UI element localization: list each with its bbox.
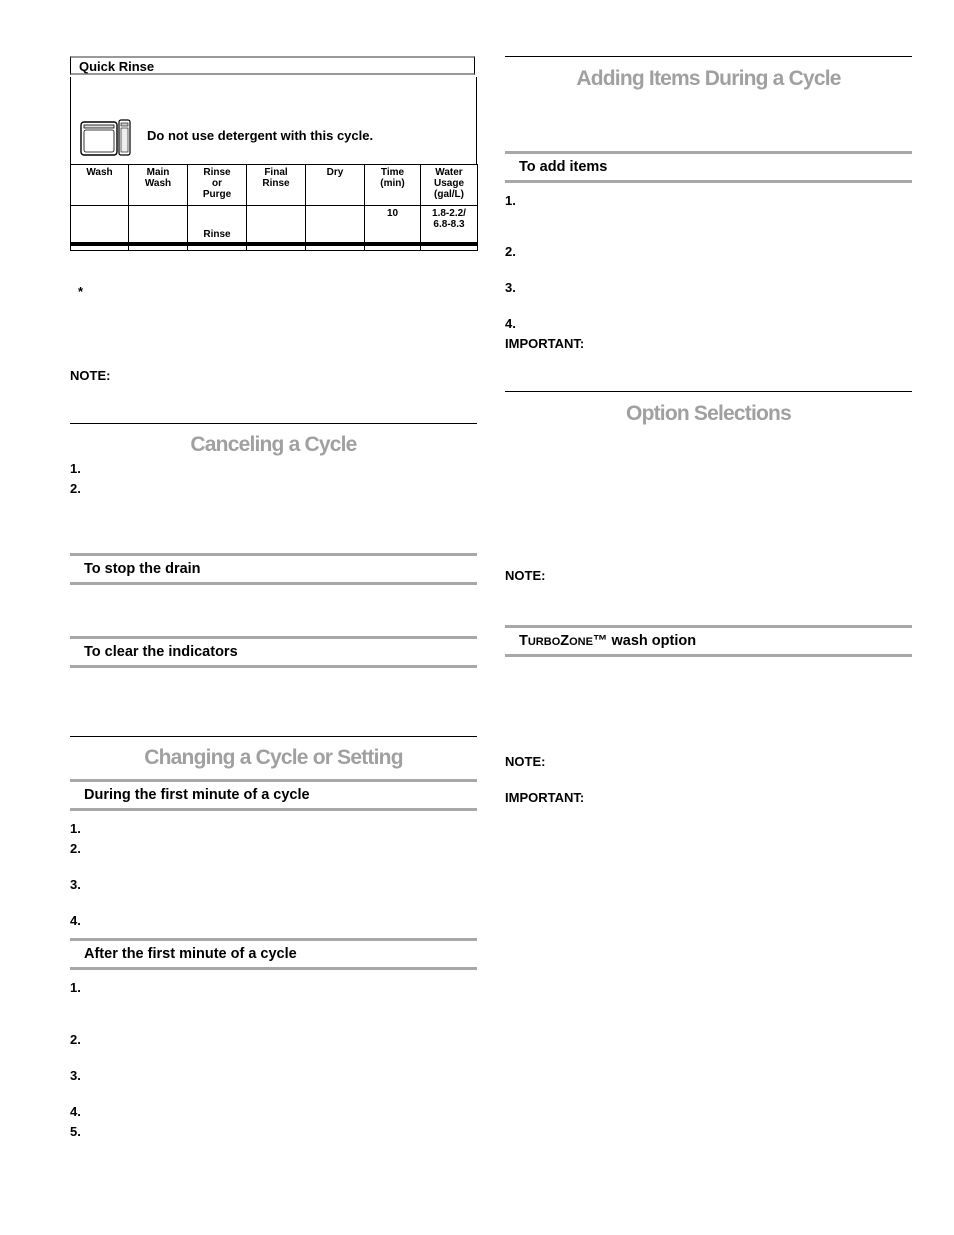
note-label: NOTE:: [70, 368, 111, 383]
first-step-4: 4.: [70, 913, 81, 928]
dishwasher-icon: [80, 119, 132, 157]
turbo-urbo: URBO: [527, 636, 561, 648]
table-header-row: [71, 165, 478, 206]
header-time: Time (min): [365, 165, 421, 206]
after-minute-subhead: After the first minute of a cycle: [70, 938, 477, 970]
quick-rinse-note: Do not use detergent with this cycle.: [147, 128, 374, 143]
after-step-3: 3.: [70, 1068, 81, 1083]
header-wash: Wash: [71, 165, 129, 206]
after-step-2: 2.: [70, 1032, 81, 1047]
header-final-rinse: Final Rinse: [247, 165, 306, 206]
first-minute-subhead: During the first minute of a cycle: [70, 779, 477, 811]
important-label: IMPORTANT:: [505, 336, 585, 351]
turbozone-note-label: NOTE:: [505, 754, 546, 769]
options-heading: Option Selections: [626, 402, 791, 425]
clear-indicators-subhead: To clear the indicators: [70, 636, 477, 668]
header-dry: Dry: [306, 165, 365, 206]
cell-water-usage: 1.8-2.2/ 6.8-8.3: [421, 206, 478, 251]
add-step-4: 4.: [505, 316, 516, 331]
quick-rinse-body: [70, 77, 477, 164]
after-step-5: 5.: [70, 1124, 81, 1139]
first-step-2: 2.: [70, 841, 81, 856]
cancel-step-1: 1.: [70, 461, 81, 476]
after-step-1: 1.: [70, 980, 81, 995]
quick-rinse-table: [70, 56, 477, 246]
stop-drain-subhead: To stop the drain: [70, 553, 477, 585]
cell-rinse-text: Rinse: [203, 229, 231, 240]
add-step-2: 2.: [505, 244, 516, 259]
add-step-1: 1.: [505, 193, 516, 208]
section-divider: [70, 736, 477, 737]
footnote-asterisk: *: [78, 284, 84, 299]
add-items-subhead: To add items: [505, 151, 912, 183]
canceling-heading: Canceling a Cycle: [190, 433, 357, 456]
quick-rinse-title: Quick Rinse: [70, 56, 475, 75]
header-water-usage: Water Usage (gal/L): [421, 165, 478, 206]
turbo-suffix-rest: ™ wash option: [592, 633, 697, 649]
turbozone-important-label: IMPORTANT:: [505, 790, 585, 805]
turbozone-subhead: [505, 625, 912, 657]
header-main-wash: Main Wash: [129, 165, 188, 206]
table-bottom-rule: [70, 242, 477, 246]
after-step-4: 4.: [70, 1104, 81, 1119]
header-rinse-purge: Rinse or Purge: [188, 165, 247, 206]
add-step-3: 3.: [505, 280, 516, 295]
section-divider: [70, 423, 477, 424]
changing-heading: Changing a Cycle or Setting: [144, 746, 403, 769]
cycle-stage-table: [70, 164, 478, 251]
turbo-t: T: [519, 633, 528, 649]
turbo-suffix-sc: ONE: [569, 636, 593, 648]
cell-time: 10: [365, 206, 421, 251]
options-note-label: NOTE:: [505, 568, 546, 583]
turbo-z: Z: [560, 633, 570, 649]
cancel-step-2: 2.: [70, 481, 81, 496]
first-step-3: 3.: [70, 877, 81, 892]
section-divider: [505, 391, 912, 392]
adding-heading: Adding Items During a Cycle: [576, 67, 841, 90]
first-step-1: 1.: [70, 821, 81, 836]
section-divider: [505, 56, 912, 57]
